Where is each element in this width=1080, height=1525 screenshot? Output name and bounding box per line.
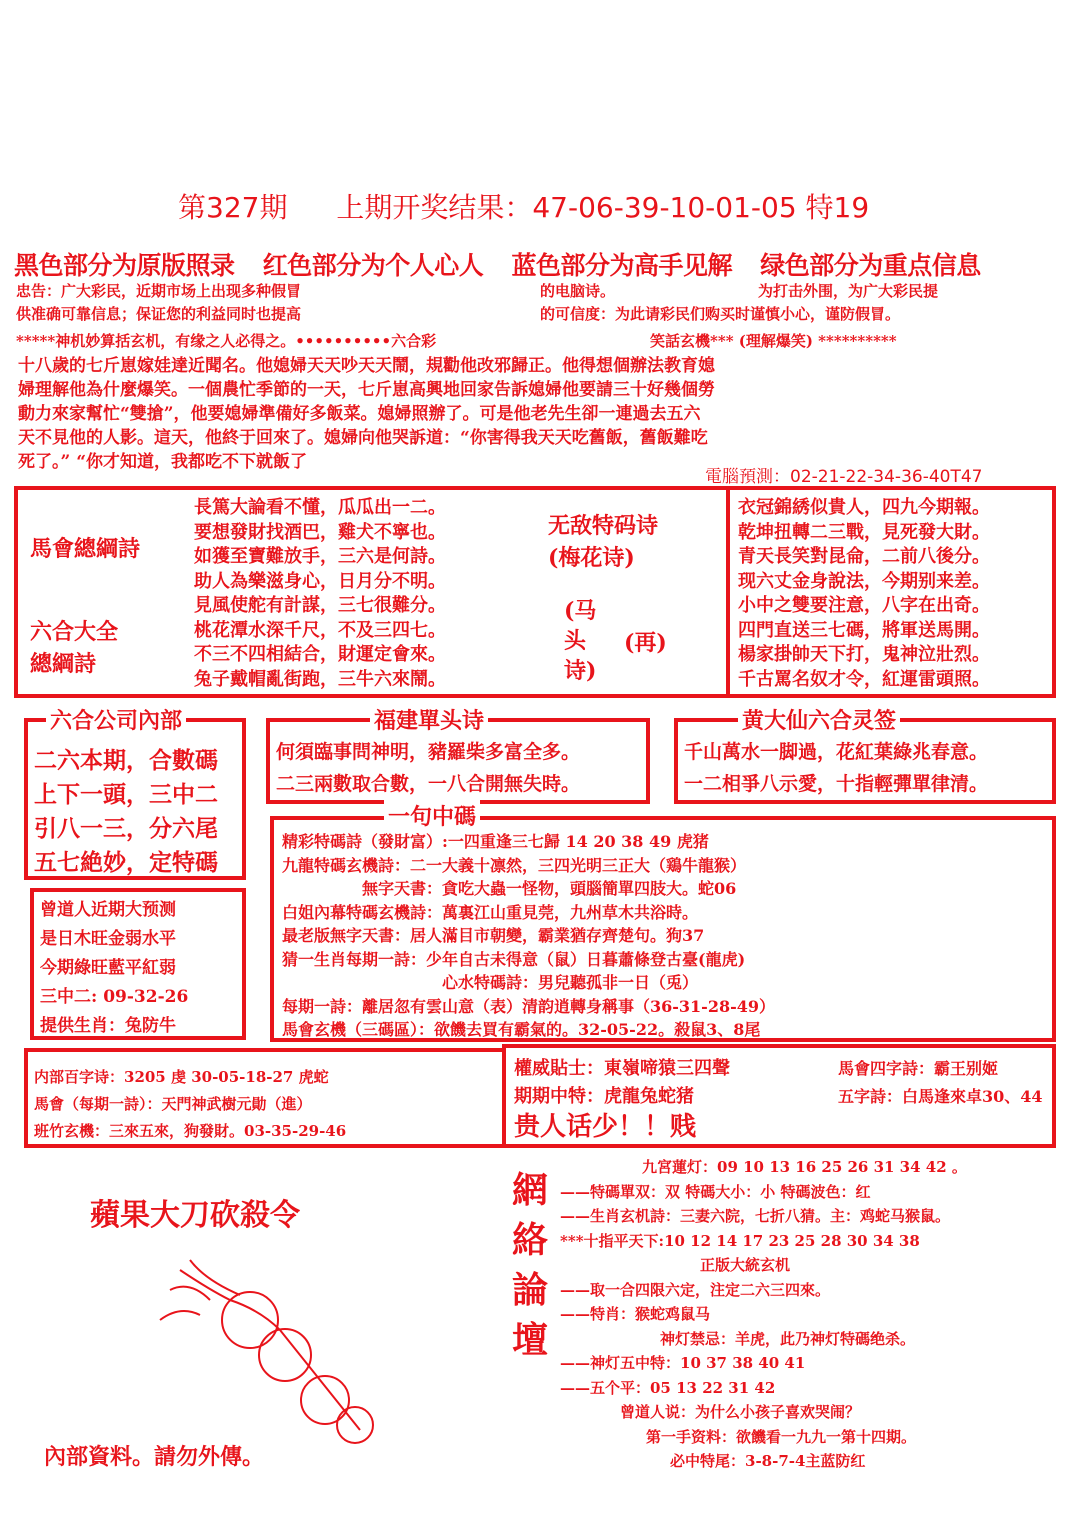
forum-line: ——神灯五中特：10 37 38 40 41: [560, 1354, 806, 1372]
poem-line: 乾坤扭轉二三戰，見死發大財。: [738, 521, 990, 543]
horse-head-poem: [564, 596, 596, 686]
forum-line: 神灯禁忌：羊虎，此乃神灯特碼绝杀。: [660, 1329, 916, 1348]
forum-line: 九宮蓮灯：09 10 13 16 25 26 31 34 42 。: [642, 1158, 967, 1176]
forum-line: ——生肖玄机詩：三妻六院，七折八猜。主：鸡蛇马猴鼠。: [560, 1207, 951, 1225]
body-line: 今期綠旺藍平紅弱: [40, 958, 176, 978]
body-line: 每期一詩：離居忽有雲山意（表）清韵逍轉身稱事（36-31-28-49）: [282, 996, 775, 1016]
poem-line: 青天長笑對昆侖，二前八後分。: [738, 546, 990, 567]
liuhe-company-box: [24, 708, 246, 880]
forum-line: 正版大統玄机: [700, 1256, 791, 1274]
box-body: [282, 830, 775, 1042]
computer-prediction: 電腦預測：02-21-22-34-36-40T47: [705, 467, 983, 487]
sword-illustration: [150, 1250, 400, 1460]
body-line: 一二相爭八示愛，十指輕彈單律清。: [684, 773, 989, 795]
joke-line: 十八歲的七斤崽嫁娃達近聞名。他媳婦天天吵天天鬧，規勸他改邪歸正。他得想個辦法教育媳: [18, 356, 715, 376]
body-line: 馬會玄機（三碼區）：欲饑去買有霸氣的。32-05-22。殺鼠3、8尾: [282, 1020, 761, 1039]
joke-line: 死了。” “你才知道，我都吃不下就飯了: [18, 452, 307, 472]
fujian-box: [266, 708, 650, 804]
notice-line: 的电脑诗。: [540, 282, 616, 300]
body-line: 引八一三，分六尾: [34, 815, 218, 842]
joke-line: 動力來家幫忙“雙搶”，他要媳婦準備好多飯菜。媳婦照辦了。可是他老先生卻一連過去五六: [18, 404, 701, 424]
title-char: 網: [512, 1169, 549, 1211]
horse-poem-title: 馬會總綱詩: [30, 536, 141, 562]
period-special: 期期中特：虎龍兔蛇猪: [514, 1086, 694, 1107]
body-line: 馬會（每期一詩）：天門神武樹元勛（進）: [34, 1095, 312, 1113]
body-line: 上下一頭，三中二: [34, 781, 218, 808]
body-line: 班竹玄機：三來五來，狗發財。03-35-29-46: [34, 1122, 347, 1140]
joke-head-left: *****神机妙算括玄机，有缘之人必得之。••••••••••六合彩: [16, 332, 437, 350]
color-legend: [14, 246, 981, 282]
bottom-right-box: [502, 1044, 1056, 1148]
title-line: (梅花诗): [548, 545, 635, 571]
body-line: 内部百字诗：3205 虔 30-05-18-27 虎蛇: [34, 1068, 329, 1086]
body-line: 何須臨事問神明，豬羅柴多富全多。: [276, 741, 581, 763]
title-line: 六合大全: [30, 619, 119, 645]
body-line: 心水特碼詩：男兒聽孤非一日（兎）: [442, 973, 699, 992]
box-body: [40, 896, 188, 1041]
body-line: 三中二: 09-32-26: [40, 987, 189, 1007]
notice-left: [16, 280, 301, 326]
box-body: [34, 1064, 346, 1145]
joke-body: [18, 354, 715, 474]
title-line: 头: [564, 628, 587, 654]
forum-vertical-title: [512, 1165, 548, 1365]
legend-green: 绿色部分为重点信息: [760, 251, 981, 280]
box-body: [276, 736, 580, 800]
notice-line: 忠告：广大彩民，近期市场上出现多种假冒: [16, 282, 302, 300]
forum-line: ——五个平：05 13 22 31 42: [560, 1378, 776, 1397]
body-line: 最老版無字天書：居人滿目市朝變，霸業猶存齊楚句。狗37: [282, 926, 705, 945]
forum-line: 必中特尾：3-8-7-4主蓝防红: [670, 1452, 866, 1470]
box-body: [684, 736, 988, 800]
body-line: 是日木旺金弱水平: [40, 929, 176, 949]
horse-four-char: 馬會四字詩：霸王别姬: [838, 1059, 999, 1078]
poem-line: 不三不四相結合，財運定會來。: [194, 644, 446, 665]
forum-line: 曾道人说：为什么小孩子喜欢哭闹？: [620, 1403, 861, 1421]
poem-line: 助人為樂滋身心，日月分不明。: [194, 570, 446, 592]
legend-blue: 蓝色部分为高手见解: [511, 251, 732, 280]
box-body: [34, 744, 218, 880]
poem-line: 现六丈金身說法，今期别来差。: [738, 570, 990, 592]
legend-black: 黑色部分为原版照录: [14, 251, 235, 280]
five-char-poem: 五字詩：白馬逢來卓30、44: [838, 1087, 1043, 1106]
general-poem-box: [14, 486, 1056, 698]
poem-line: 衣冠錦綉似貴人，四九今期報。: [738, 497, 990, 518]
title-char: 絡: [512, 1219, 549, 1261]
zengdao-box: [30, 888, 246, 1040]
issue-number: 第327期: [178, 191, 288, 224]
body-line: 猜一生肖每期一詩：少年自古未得意（鼠）日暮蕭條登古臺(龍虎): [282, 949, 746, 969]
poem-line: 要想發財找酒巴，雞犬不寧也。: [194, 521, 446, 543]
again-label: (再): [624, 630, 667, 656]
joke-line: 婦理解他為什麼爆笑。一個農忙季節的一天，七斤崽高興地回家告訴媳婦他要請三十好幾個勞: [18, 380, 715, 400]
bottom-left-box: [24, 1048, 502, 1148]
forum-line: ——特碼單双：双 特碼大小：小 特碼波色：红: [560, 1182, 871, 1201]
apple-title: 蘋果大刀砍殺令: [90, 1198, 300, 1233]
title-line: 總綱詩: [30, 651, 97, 677]
body-line: 白姐內幕特碼玄機詩：萬裏江山重見莞，九州草木共浴時。: [282, 902, 699, 922]
liuhe-poem-title: [30, 616, 118, 680]
body-line: 千山萬水一脚過，花紅葉綠兆春意。: [684, 741, 989, 763]
title-line: 诗): [564, 658, 597, 684]
title-line: 无敌特码诗: [548, 513, 659, 539]
box-title: 六合公司內部: [46, 704, 186, 735]
poem-line: 四門直送三七碼，將軍送馬開。: [738, 619, 990, 641]
body-line: 九龍特碼玄機詩：二一大義十凛然，三四光明三正大（鶏牛龍猴）: [282, 855, 747, 875]
one-sentence-box: [270, 804, 1056, 1042]
slogan: 贵人话少！！贱: [514, 1112, 697, 1142]
body-line: 精彩特碼詩（發財富）:一四重逢三七歸 14 20 38 49 虎猪: [282, 832, 709, 851]
issue-header: [178, 186, 909, 226]
box-title: 一句中碼: [384, 800, 480, 831]
huang-daxian-box: [674, 708, 1056, 804]
poem-left: [194, 496, 446, 692]
title-char: 壇: [512, 1319, 549, 1361]
invincible-poem-title: [548, 510, 658, 574]
body-line: 五七絶妙，定特碼: [34, 849, 218, 876]
notice-right: 为打击外围，为广大彩民提: [758, 282, 939, 300]
box-title: 福建單头诗: [370, 704, 488, 735]
internal-notice: 內部資料。請勿外傳。: [44, 1444, 265, 1470]
joke-line: 天不見他的人影。這天，他終于回來了。媳婦向他哭訴道：“你害得我天天吃舊飯，舊飯難吃: [18, 428, 708, 448]
last-result: 上期开奖结果：47-06-39-10-01-05 特19: [336, 191, 870, 224]
body-line: 二六本期，合數碼: [34, 747, 218, 774]
forum-line: ——特肖：猴蛇鸡鼠马: [560, 1305, 711, 1323]
joke-head-right: 笑話玄機*** (理解爆笑) **********: [650, 332, 897, 350]
title-char: 論: [512, 1269, 549, 1311]
forum-line: ——取一合四限六定，注定二六三四來。: [560, 1280, 831, 1299]
poem-line: 桃花潭水深千尺，不及三四七。: [194, 619, 446, 641]
body-line: 二三兩數取合數，一八合開無失時。: [276, 773, 581, 795]
poem-line: 長篤大論看不懂，瓜瓜出一二。: [194, 497, 446, 518]
poem-line: 楊家掛帥天下打，鬼神泣壯烈。: [738, 644, 990, 665]
authority-tip: 權威貼士：東嶺啼猿三四聲: [514, 1058, 730, 1079]
box-title: 曾道人近期大预测: [40, 900, 176, 920]
poem-line: 千古罵名奴才令，紅運雷頭照。: [738, 668, 990, 690]
forum-line: 第一手资料：欲饑看一九九一第十四期。: [646, 1427, 917, 1446]
poem-line: 小中之雙要注意，八字在出奇。: [738, 595, 990, 616]
poem-line: 見風使舵有計謀，三七很難分。: [194, 595, 446, 616]
forum-line: ***十指平天下:10 12 14 17 23 25 28 30 34 38: [560, 1231, 920, 1250]
poem-right: [738, 496, 990, 692]
body-line: 無字天書：貪吃大蟲一怪物，頭腦簡單四肢大。蛇06: [362, 879, 737, 898]
body-line: 提供生肖：兔防牛: [40, 1016, 176, 1036]
divider: [726, 490, 730, 694]
legend-red: 红色部分为个人心人: [262, 251, 484, 280]
poem-line: 如獲至寶難放手，三六是何詩。: [194, 546, 446, 567]
forum-body: [560, 1155, 967, 1474]
notice-line: 的可信度：为此请彩民们购买时谨慎小心，谨防假冒。: [540, 305, 901, 323]
poem-line: 兔子戴帽亂街跑，三牛六來鬧。: [194, 668, 446, 690]
box-title: 黄大仙六合灵签: [738, 704, 900, 735]
title-line: (马: [564, 598, 597, 624]
notice-line: 供准确可靠信息；保证您的利益同时也提高: [16, 305, 302, 323]
